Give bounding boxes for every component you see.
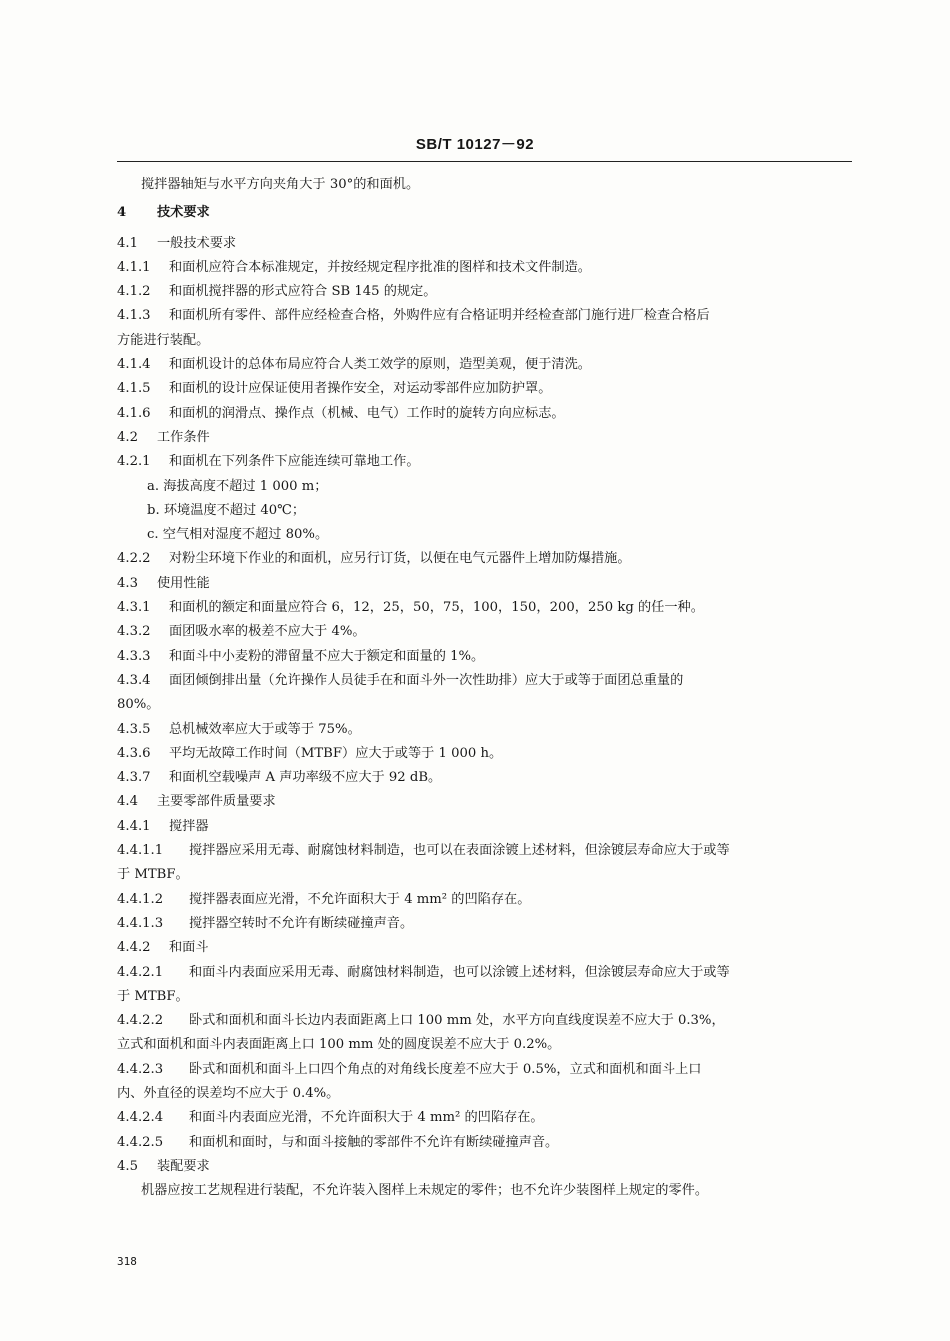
clause-4-3-1 xyxy=(117,596,857,620)
section-title: 技术要求 xyxy=(157,205,210,221)
section-title: 和面斗 xyxy=(169,940,209,956)
clause-4-3-6 xyxy=(117,742,857,766)
clause-number: 4.4.1.3 xyxy=(117,915,164,931)
section-number: 4.4 xyxy=(117,794,138,810)
clause-text: 对粉尘环境下作业的和面机，应另行订货，以便在电气元器件上增加防爆措施。 xyxy=(169,551,631,567)
clause-4-1-3 xyxy=(117,304,857,328)
clause-text: 和面斗中小麦粉的滞留量不应大于额定和面量的 1%。 xyxy=(169,648,485,664)
clause-number: 4.4.1.2 xyxy=(117,891,164,907)
clause-4-3-4-continued: 80%。 xyxy=(117,697,160,713)
clause-text: 搅拌器空转时不允许有断续碰撞声音。 xyxy=(189,915,414,931)
clause-4-3-4 xyxy=(117,669,857,693)
section-4-2-heading xyxy=(117,426,857,450)
clause-4-4-1-1-continued: 于 MTBF。 xyxy=(117,867,189,883)
clause-number: 4.3.3 xyxy=(117,648,151,664)
header-rule xyxy=(117,161,852,162)
clause-4-4-1-1 xyxy=(117,839,857,863)
clause-text: 和面斗内表面应采用无毒、耐腐蚀材料制造，也可以涂镀上述材料，但涂镀层寿命应大于或等 xyxy=(189,964,730,980)
clause-number: 4.4.2.1 xyxy=(117,964,164,980)
section-title: 一般技术要求 xyxy=(157,235,237,251)
section-4-1-heading xyxy=(117,232,857,256)
clause-4-4-2-5 xyxy=(117,1131,857,1155)
clause-number: 4.3.5 xyxy=(117,721,151,737)
clause-4-4-2-4 xyxy=(117,1106,857,1130)
section-number: 4 xyxy=(117,205,127,221)
clause-text: 搅拌器表面应光滑，不允许面积大于 4 mm² 的凹陷存在。 xyxy=(189,891,531,907)
intro-text: 搅拌器轴矩与水平方向夹角大于 30°的和面机。 xyxy=(141,177,420,192)
clause-number: 4.3.1 xyxy=(117,600,151,616)
clause-number: 4.4.1.1 xyxy=(117,843,164,859)
section-title: 搅拌器 xyxy=(169,818,209,834)
clause-number: 4.2.1 xyxy=(117,454,151,470)
clause-4-1-6 xyxy=(117,402,857,426)
section-4-5-heading xyxy=(117,1155,857,1179)
clause-text: 卧式和面机和面斗长边内表面距离上口 100 mm 处，水平方向直线度误差不应大于 0.3%， xyxy=(189,1013,725,1029)
section-title: 装配要求 xyxy=(157,1158,210,1174)
clause-text: 和面机设计的总体布局应符合人类工效学的原则，造型美观，便于清洗。 xyxy=(169,357,591,373)
clause-number: 4.4.2.5 xyxy=(117,1134,164,1150)
clause-number: 4.3.6 xyxy=(117,745,151,761)
clause-number: 4.1.6 xyxy=(117,405,151,421)
standard-code-header: SB/T 10127－92 xyxy=(415,136,535,153)
section-title: 使用性能 xyxy=(157,575,210,591)
clause-4-4-1-2 xyxy=(117,888,857,912)
clause-4-3-2 xyxy=(117,620,857,644)
clause-text: 面团倾倒排出量（允许操作人员徒手在和面斗外一次性助排）应大于或等于面团总重量的 xyxy=(169,672,684,688)
clause-4-2-2 xyxy=(117,547,857,571)
clause-number: 4.1.2 xyxy=(117,284,151,300)
clause-text: 和面机空载噪声 A 声功率级不应大于 92 dB。 xyxy=(169,770,442,786)
document-body xyxy=(117,173,857,1203)
clause-4-4-2-1-continued: 于 MTBF。 xyxy=(117,988,189,1004)
clause-text: 搅拌器应采用无毒、耐腐蚀材料制造，也可以在表面涂镀上述材料，但涂镀层寿命应大于或等 xyxy=(189,843,730,859)
clause-4-3-7 xyxy=(117,766,857,790)
section-4-heading xyxy=(117,201,857,225)
list-item: a. 海拔高度不超过 1 000 m； xyxy=(147,478,328,494)
section-4-5-text: 机器应按工艺规程进行装配，不允许装入图样上未规定的零件；也不允许少装图样上规定的零件。 xyxy=(141,1183,709,1199)
clause-4-3-5 xyxy=(117,718,857,742)
clause-4-1-4 xyxy=(117,353,857,377)
page-number: 318 xyxy=(117,1255,137,1268)
clause-text: 面团吸水率的极差不应大于 4%。 xyxy=(169,624,366,640)
list-item: c. 空气相对湿度不超过 80%。 xyxy=(147,527,329,543)
section-4-4-heading xyxy=(117,790,857,814)
section-title: 主要零部件质量要求 xyxy=(157,794,276,810)
clause-text: 平均无故障工作时间（MTBF）应大于或等于 1 000 h。 xyxy=(169,745,503,761)
clause-text: 和面机所有零件、部件应经检查合格，外购件应有合格证明并经检查部门施行进厂检查合格后 xyxy=(169,308,710,324)
clause-text: 和面机和面时，与和面斗接触的零部件不允许有断续碰撞声音。 xyxy=(189,1134,559,1150)
clause-text: 卧式和面机和面斗上口四个角点的对角线长度差不应大于 0.5%，立式和面机和面斗上口 xyxy=(189,1061,702,1077)
clause-number: 4.2.2 xyxy=(117,551,151,567)
clause-number: 4.3.7 xyxy=(117,770,151,786)
section-4-4-1-heading xyxy=(117,815,857,839)
section-number: 4.4.2 xyxy=(117,940,151,956)
section-number: 4.5 xyxy=(117,1158,138,1174)
clause-text: 和面机的设计应保证使用者操作安全，对运动零部件应加防护罩。 xyxy=(169,381,552,397)
section-number: 4.4.1 xyxy=(117,818,151,834)
clause-4-1-5 xyxy=(117,377,857,401)
clause-text: 和面机的润滑点、操作点（机械、电气）工作时的旋转方向应标志。 xyxy=(169,405,565,421)
clause-text: 和面机应符合本标准规定，并按经规定程序批准的图样和技术文件制造。 xyxy=(169,259,591,275)
clause-number: 4.4.2.4 xyxy=(117,1110,164,1126)
section-4-4-2-heading xyxy=(117,936,857,960)
clause-number: 4.1.3 xyxy=(117,308,151,324)
clause-4-4-2-2 xyxy=(117,1009,857,1033)
clause-4-4-2-3 xyxy=(117,1058,857,1082)
clause-number: 4.3.4 xyxy=(117,672,151,688)
list-item: b. 环境温度不超过 40℃； xyxy=(147,502,306,518)
clause-number: 4.1.4 xyxy=(117,357,151,373)
clause-number: 4.4.2.3 xyxy=(117,1061,164,1077)
section-4-3-heading xyxy=(117,572,857,596)
clause-4-1-3-continued: 方能进行装配。 xyxy=(117,332,210,348)
clause-number: 4.4.2.2 xyxy=(117,1013,164,1029)
clause-number: 4.1.5 xyxy=(117,381,151,397)
clause-text: 和面机在下列条件下应能连续可靠地工作。 xyxy=(169,454,420,470)
clause-4-3-3 xyxy=(117,645,857,669)
clause-4-4-2-2-continued: 立式和面机和面斗内表面距离上口 100 mm 处的圆度误差不应大于 0.2%。 xyxy=(117,1037,561,1053)
section-number: 4.1 xyxy=(117,235,138,251)
section-title: 工作条件 xyxy=(157,429,210,445)
clause-4-2-1 xyxy=(117,450,857,474)
clause-text: 和面机搅拌器的形式应符合 SB 145 的规定。 xyxy=(169,284,437,300)
clause-4-4-2-1 xyxy=(117,961,857,985)
clause-number: 4.3.2 xyxy=(117,624,151,640)
clause-text: 和面机的额定和面量应符合 6，12，25，50，75，100，150，200，250 kg 的任一种。 xyxy=(169,600,704,616)
clause-text: 和面斗内表面应光滑，不允许面积大于 4 mm² 的凹陷存在。 xyxy=(189,1110,544,1126)
section-number: 4.3 xyxy=(117,575,138,591)
clause-4-1-2 xyxy=(117,280,857,304)
clause-4-4-2-3-continued: 内、外直径的误差均不应大于 0.4%。 xyxy=(117,1085,340,1101)
section-number: 4.2 xyxy=(117,429,138,445)
clause-4-4-1-3 xyxy=(117,912,857,936)
clause-4-1-1 xyxy=(117,256,857,280)
clause-number: 4.1.1 xyxy=(117,259,151,275)
clause-text: 总机械效率应大于或等于 75%。 xyxy=(169,721,361,737)
